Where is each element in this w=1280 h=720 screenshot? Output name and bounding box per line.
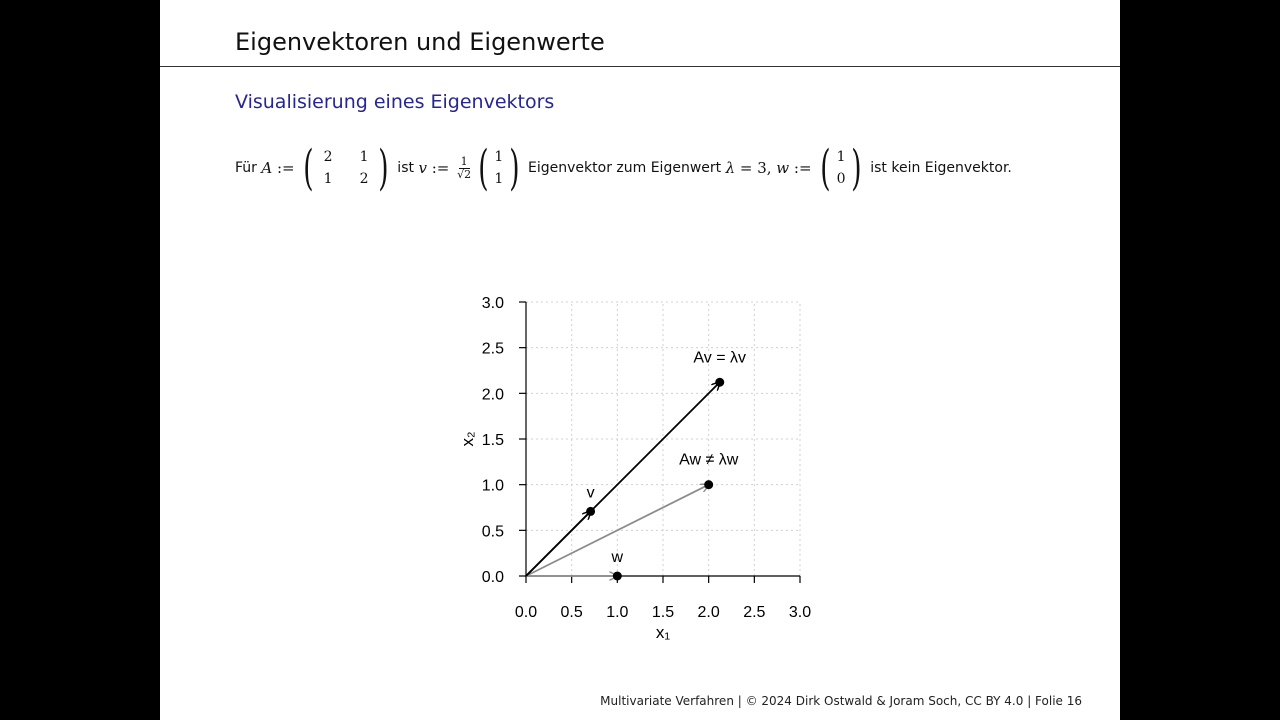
y-axis-label: x₂: [458, 431, 477, 447]
x-tick-label: 0.5: [560, 604, 583, 621]
matrix-a: ( 2 1 1 2 ): [303, 140, 389, 196]
y-tick-label: 1.5: [481, 432, 504, 449]
lambda-symbol: λ: [725, 159, 736, 177]
x-tick-label: 1.0: [606, 604, 629, 621]
vector-v-entry: 1: [494, 149, 504, 165]
assign-operator: :=: [789, 159, 817, 177]
fraction-numerator: 1: [460, 154, 468, 168]
x-tick-label: 3.0: [788, 604, 812, 621]
slide-subtitle: Visualisierung eines Eigenvektors: [235, 91, 555, 113]
y-tick-label: 2.0: [481, 386, 504, 404]
vector-v-entry: 1: [494, 171, 504, 187]
formula-text-fuer: Für: [235, 160, 262, 176]
matrix-a-entry: 1: [359, 149, 369, 165]
matrix-a-entry: 2: [323, 149, 333, 165]
vector-arrow: [526, 382, 720, 576]
slide-title: Eigenvektoren und Eigenwerte: [235, 28, 605, 56]
matrix-a-entry: 2: [359, 171, 369, 187]
y-tick-label: 0.0: [481, 569, 504, 586]
matrix-a-entry: 1: [323, 171, 333, 187]
vector-symbol-v: v: [418, 159, 427, 177]
slide-footer: Multivariate Verfahren | © 2024 Dirk Ostwald & Joram Soch, CC BY 4.0 | Folie 16: [600, 694, 1082, 708]
assign-operator: :=: [272, 159, 300, 177]
y-tick-label: 2.5: [481, 340, 504, 358]
formula-text-ist: ist: [392, 160, 419, 176]
vector-endpoint: [613, 572, 622, 581]
y-tick-label: 3.0: [481, 295, 504, 312]
assign-operator: :=: [426, 159, 455, 177]
x-tick-label: 2.5: [743, 604, 766, 621]
x-tick-label: 0.0: [514, 604, 538, 621]
vector-label: Aw ≠ λw: [679, 451, 739, 469]
vector-endpoint: [704, 480, 713, 489]
vector-w: ( 1 0 ): [820, 140, 862, 196]
vector-w-entry: 0: [836, 171, 846, 187]
formula-text-eigenvektor: Eigenvektor zum Eigenwert: [523, 160, 726, 176]
fraction-denominator: √2: [457, 167, 472, 181]
eigenvalue-equation: = 3,: [735, 159, 777, 177]
vector-label: w: [611, 549, 624, 566]
vector-label: v: [586, 484, 595, 502]
y-tick-label: 1.0: [481, 477, 504, 495]
formula-text-kein-eigenvektor: ist kein Eigenvektor.: [865, 160, 1012, 176]
x-axis-label: x₁: [655, 623, 671, 642]
vector-w-entry: 1: [836, 149, 846, 165]
vector-v: ( 1 1 ): [478, 140, 520, 196]
x-tick-label: 1.5: [651, 604, 675, 621]
x-tick-label: 2.0: [697, 604, 720, 621]
plot-vectors: [526, 349, 746, 580]
vector-label: Av = λv: [693, 349, 747, 367]
vector-symbol-w: w: [776, 159, 790, 177]
vector-endpoint: [715, 378, 724, 387]
y-tick-label: 0.5: [481, 523, 504, 541]
matrix-symbol-a: A: [261, 159, 273, 177]
